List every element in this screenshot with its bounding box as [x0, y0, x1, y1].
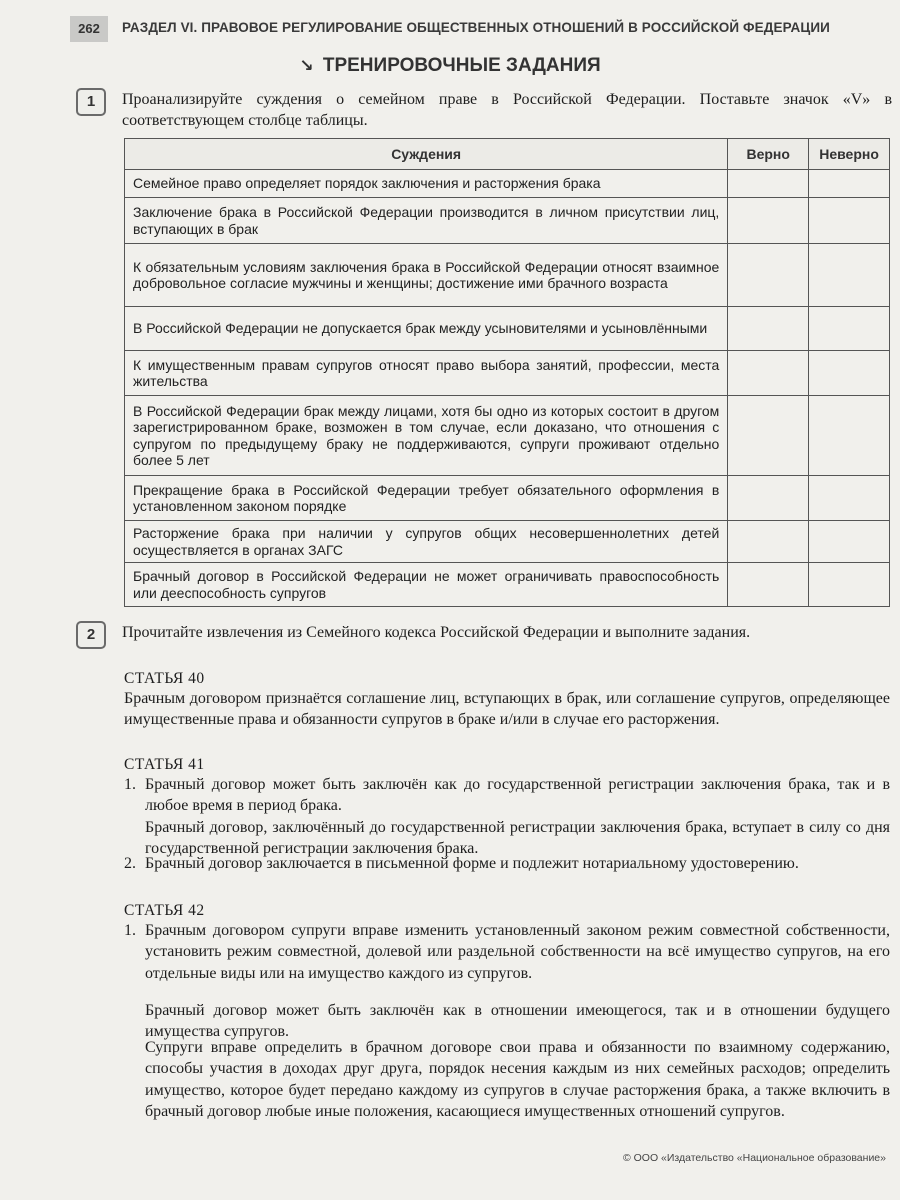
- false-checkbox-cell[interactable]: [809, 563, 890, 607]
- true-checkbox-cell[interactable]: [728, 307, 809, 351]
- table-row: [125, 307, 890, 351]
- false-checkbox-cell[interactable]: [809, 396, 890, 476]
- arrow-down-right-icon: ↘: [299, 56, 314, 75]
- false-checkbox-cell[interactable]: [809, 170, 890, 198]
- article-40-title: СТАТЬЯ 40: [124, 670, 205, 687]
- article-42-item-1-para-2: Брачный договор может быть заключён как в отношении имеющегося, так и в отношении будущего имущества супругов.: [145, 1002, 890, 1041]
- true-checkbox-cell[interactable]: [728, 351, 809, 396]
- statement-cell: Расторжение брака при наличии у супругов общих несовершеннолетних детей осуществляется в органах ЗАГС: [125, 521, 728, 563]
- statement-cell: Семейное право определяет порядок заключения и расторжения брака: [125, 170, 728, 198]
- item-paragraph: Брачным договором супруги вправе изменить установленный законом режим совместной собственности, установить режим совместной, долевой или раздельной собственности на всё имущество супругов, на его отдельные виды или на имущество каждого из супругов.: [145, 922, 890, 982]
- true-checkbox-cell[interactable]: [728, 198, 809, 244]
- true-checkbox-cell[interactable]: [728, 396, 809, 476]
- true-checkbox-cell[interactable]: [728, 170, 809, 198]
- task1-instruction: Проанализируйте суждения о семейном праве в Российской Федерации. Поставьте значок «V» в соответствующем столбце таблицы.: [122, 91, 892, 129]
- task2-instruction: Прочитайте извлечения из Семейного кодекса Российской Федерации и выполните задания.: [122, 624, 751, 641]
- statement-cell: К имущественным правам супругов относят право выбора занятий, профессии, места жительства: [125, 351, 728, 396]
- item-paragraph: Брачный договор заключается в письменной форме и подлежит нотариальному удостоверению.: [145, 855, 799, 872]
- false-checkbox-cell[interactable]: [809, 521, 890, 563]
- false-checkbox-cell[interactable]: [809, 307, 890, 351]
- true-checkbox-cell[interactable]: [728, 476, 809, 521]
- article-42-item-1: [124, 920, 890, 984]
- article-41-title: СТАТЬЯ 41: [124, 756, 205, 773]
- true-checkbox-cell[interactable]: [728, 521, 809, 563]
- tasks-heading-title: ТРЕНИРОВОЧНЫЕ ЗАДАНИЯ: [322, 55, 601, 76]
- item-marker: 1.: [124, 922, 136, 939]
- table-row: [125, 563, 890, 607]
- section-title: РАЗДЕЛ VI. ПРАВОВОЕ РЕГУЛИРОВАНИЕ ОБЩЕСТВЕННЫХ ОТНОШЕНИЙ В РОССИЙСКОЙ ФЕДЕРАЦИИ: [122, 20, 830, 35]
- false-checkbox-cell[interactable]: [809, 198, 890, 244]
- page-number: 262: [70, 16, 108, 42]
- statement-cell: Прекращение брака в Российской Федерации требует обязательного оформления в установленном законом порядке: [125, 476, 728, 521]
- article-42-title: СТАТЬЯ 42: [124, 902, 205, 919]
- column-header-false: Неверно: [809, 139, 890, 170]
- table-row: [125, 351, 890, 396]
- statement-cell: Брачный договор в Российской Федерации не может ограничивать правоспособность или дееспособность супругов: [125, 563, 728, 607]
- copyright-footer: © ООО «Издательство «Национальное образование»: [622, 1152, 886, 1164]
- article-42-item-1-para-3: Супруги вправе определить в брачном договоре свои права и обязанности по взаимному содержанию, способы участия в доходах друг друга, порядок несения каждым из них семейных расходов; определить имущество, которое будет передано каждому из супругов в случае расторжения брака, а также включить в брачный договор любые иные положения, касающиеся имущественных отношений супругов.: [145, 1039, 890, 1120]
- true-checkbox-cell[interactable]: [728, 563, 809, 607]
- table-row: [125, 170, 890, 198]
- item-marker: 2.: [124, 855, 136, 872]
- column-header-judgments: Суждения: [125, 139, 728, 170]
- statement-cell: К обязательным условиям заключения брака в Российской Федерации относят взаимное добровольное согласие мужчины и женщины; достижение ими брачного возраста: [125, 244, 728, 307]
- false-checkbox-cell[interactable]: [809, 351, 890, 396]
- tasks-heading: [0, 55, 900, 77]
- table-header-row: [125, 139, 890, 170]
- task-number-2: 2: [76, 621, 106, 649]
- article-41-item-2: [124, 853, 890, 874]
- statement-cell: Заключение брака в Российской Федерации производится в личном присутствии лиц, вступающих в брак: [125, 198, 728, 244]
- article-41-item-1-para-2: Брачный договор, заключённый до государственной регистрации заключения брака, вступает в силу со дня государственной регистрации заключения брака.: [145, 819, 890, 858]
- false-checkbox-cell[interactable]: [809, 244, 890, 307]
- task-number-1: 1: [76, 88, 106, 116]
- item-marker: 1.: [124, 776, 136, 793]
- item-paragraph: Брачный договор может быть заключён как до государственной регистрации заключения брака, так и в любое время в период брака.: [145, 776, 890, 815]
- false-checkbox-cell[interactable]: [809, 476, 890, 521]
- statement-cell: В Российской Федерации брак между лицами, хотя бы одно из которых состоит в другом зарегистрированном браке, возможен в том случае, если доказано, что отношения с супругом по предыдущему браку не поддерживаются, супруги проживают отдельно более 5 лет: [125, 396, 728, 476]
- article-40-text: Брачным договором признаётся соглашение лиц, вступающих в брак, или соглашение супругов, определяющее имущественные права и обязанности супругов в браке и/или в случае его расторжения.: [124, 690, 890, 729]
- column-header-true: Верно: [728, 139, 809, 170]
- table-row: [125, 521, 890, 563]
- article-41-item-1: [124, 774, 890, 817]
- table-row: [125, 396, 890, 476]
- true-checkbox-cell[interactable]: [728, 244, 809, 307]
- statement-cell: В Российской Федерации не допускается брак между усыновителями и усыновлёнными: [125, 307, 728, 351]
- judgments-table: [124, 138, 890, 607]
- table-row: [125, 476, 890, 521]
- table-row: [125, 244, 890, 307]
- page-header: [0, 14, 900, 44]
- table-row: [125, 198, 890, 244]
